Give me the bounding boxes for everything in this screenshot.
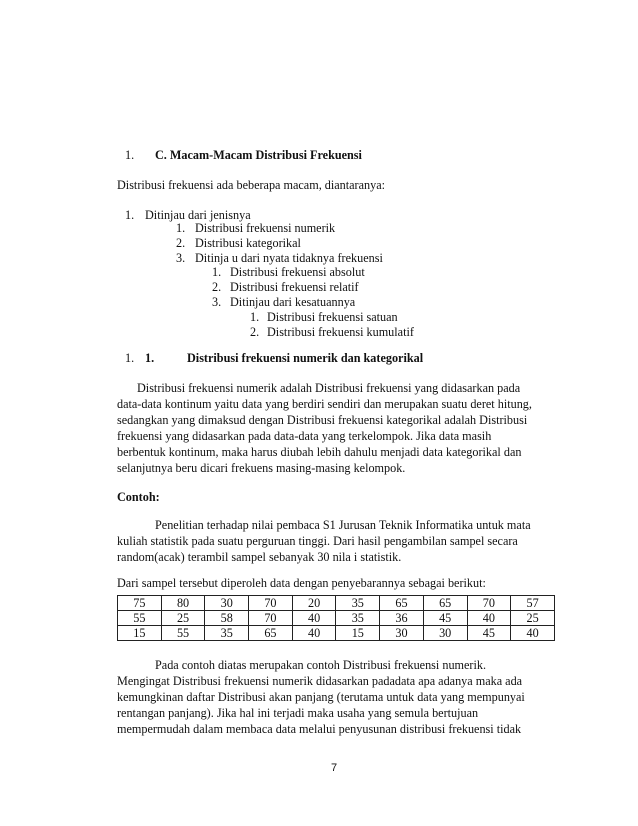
- paragraph-line: Penelitian terhadap nilai pembaca S1 Jurusan Teknik Informatika untuk mata: [155, 518, 531, 532]
- table-cell: 65: [249, 626, 293, 641]
- paragraph-line: Distribusi frekuensi numerik adalah Distribusi frekuensi yang didasarkan pada: [137, 381, 521, 395]
- table-cell: 45: [423, 611, 467, 626]
- intro-text: Distribusi frekuensi ada beberapa macam, diantaranya:: [117, 178, 386, 192]
- table-row: [118, 611, 555, 626]
- table-cell: 35: [336, 596, 380, 611]
- outline-item: Ditinjau dari jenisnya: [145, 208, 251, 222]
- table-cell: 58: [205, 611, 249, 626]
- outline-item: Distribusi frekuensi satuan: [267, 310, 398, 324]
- table-cell: 30: [205, 596, 249, 611]
- outline-num: 2.: [212, 280, 222, 294]
- paragraph-line: berbentuk kontinum, maka harus diubah lebih dahulu menjadi data kategorikal dan: [117, 445, 522, 459]
- sample-data-table: [117, 595, 555, 641]
- table-cell: 45: [467, 626, 511, 641]
- table-row: [118, 626, 555, 641]
- outline-num: 1.: [212, 265, 222, 279]
- table-cell: 36: [380, 611, 424, 626]
- table-cell: 80: [161, 596, 205, 611]
- outline-num: 1.: [250, 310, 260, 324]
- table-cell: 15: [336, 626, 380, 641]
- outline-item: Distribusi frekuensi relatif: [230, 280, 359, 294]
- table-cell: 65: [380, 596, 424, 611]
- table-cell: 25: [161, 611, 205, 626]
- table-cell: 40: [292, 611, 336, 626]
- table-cell: 25: [511, 611, 555, 626]
- table-row: [118, 596, 555, 611]
- subheading-number: 1.: [125, 351, 135, 365]
- outline-item: Distribusi frekuensi absolut: [230, 265, 365, 279]
- paragraph-line: random(acak) terambil sampel sebanyak 30 nila i statistik.: [117, 550, 402, 564]
- subheading-number-2: 1.: [145, 351, 155, 365]
- table-cell: 30: [423, 626, 467, 641]
- outline-num: 2.: [250, 325, 260, 339]
- subheading-title: Distribusi frekuensi numerik dan kategorikal: [187, 351, 424, 365]
- outline-num: 2.: [176, 236, 186, 250]
- paragraph-line: kuliah statistik pada suatu perguruan tinggi. Dari hasil pengambilan sampel secara: [117, 534, 518, 548]
- outline-num: 3.: [212, 295, 222, 309]
- paragraph-line: Pada contoh diatas merupakan contoh Distribusi frekuensi numerik.: [155, 658, 487, 672]
- outline-num: 3.: [176, 251, 186, 265]
- paragraph-line: mempermudah dalam membaca data melalui penyusunan distribusi frekuensi tidak: [117, 722, 522, 736]
- table-cell: 15: [118, 626, 162, 641]
- page-number: 7: [331, 762, 338, 774]
- heading-number: 1.: [125, 148, 135, 162]
- outline-num: 1.: [125, 208, 135, 222]
- table-intro: Dari sampel tersebut diperoleh data dengan penyebarannya sebagai berikut:: [117, 576, 486, 590]
- paragraph-line: data-data kontinum yaitu data yang berdiri sendiri dan merupakan suatu deret hitung,: [117, 397, 532, 411]
- table-cell: 70: [249, 596, 293, 611]
- table-cell: 40: [511, 626, 555, 641]
- contoh-label: Contoh:: [117, 490, 160, 504]
- outline-item: Distribusi frekuensi kumulatif: [267, 325, 414, 339]
- table-cell: 35: [205, 626, 249, 641]
- paragraph-line: sedangkan yang dimaksud dengan Distribusi frekuensi kategorikal adalah Distribusi: [117, 413, 528, 427]
- table-cell: 75: [118, 596, 162, 611]
- outline-item: Ditinja u dari nyata tidaknya frekuensi: [195, 251, 383, 265]
- table-cell: 70: [467, 596, 511, 611]
- paragraph-line: Mengingat Distribusi frekuensi numerik didasarkan padadata apa adanya maka ada: [117, 674, 523, 688]
- outline-item: Ditinjau dari kesatuannya: [230, 295, 356, 309]
- table-cell: 40: [467, 611, 511, 626]
- outline-num: 1.: [176, 221, 186, 235]
- table-cell: 57: [511, 596, 555, 611]
- table-cell: 40: [292, 626, 336, 641]
- table-cell: 55: [161, 626, 205, 641]
- paragraph-line: kemungkinan daftar Distribusi akan panjang (terutama untuk data yang mempunyai: [117, 690, 525, 704]
- section-heading: C. Macam-Macam Distribusi Frekuensi: [155, 148, 362, 162]
- paragraph-line: selanjutnya beru dicari frekuens masing-masing kelompok.: [117, 461, 406, 475]
- table-cell: 70: [249, 611, 293, 626]
- table-cell: 30: [380, 626, 424, 641]
- table-cell: 35: [336, 611, 380, 626]
- table-cell: 65: [423, 596, 467, 611]
- outline-item: Distribusi kategorikal: [195, 236, 301, 250]
- table-cell: 55: [118, 611, 162, 626]
- paragraph-line: frekuensi yang didasarkan pada data-data yang terkelompok. Jika data masih: [117, 429, 492, 443]
- paragraph-line: rentangan panjang). Jika hal ini terjadi maka usaha yang semula bertujuan: [117, 706, 479, 720]
- outline-item: Distribusi frekuensi numerik: [195, 221, 336, 235]
- table-cell: 20: [292, 596, 336, 611]
